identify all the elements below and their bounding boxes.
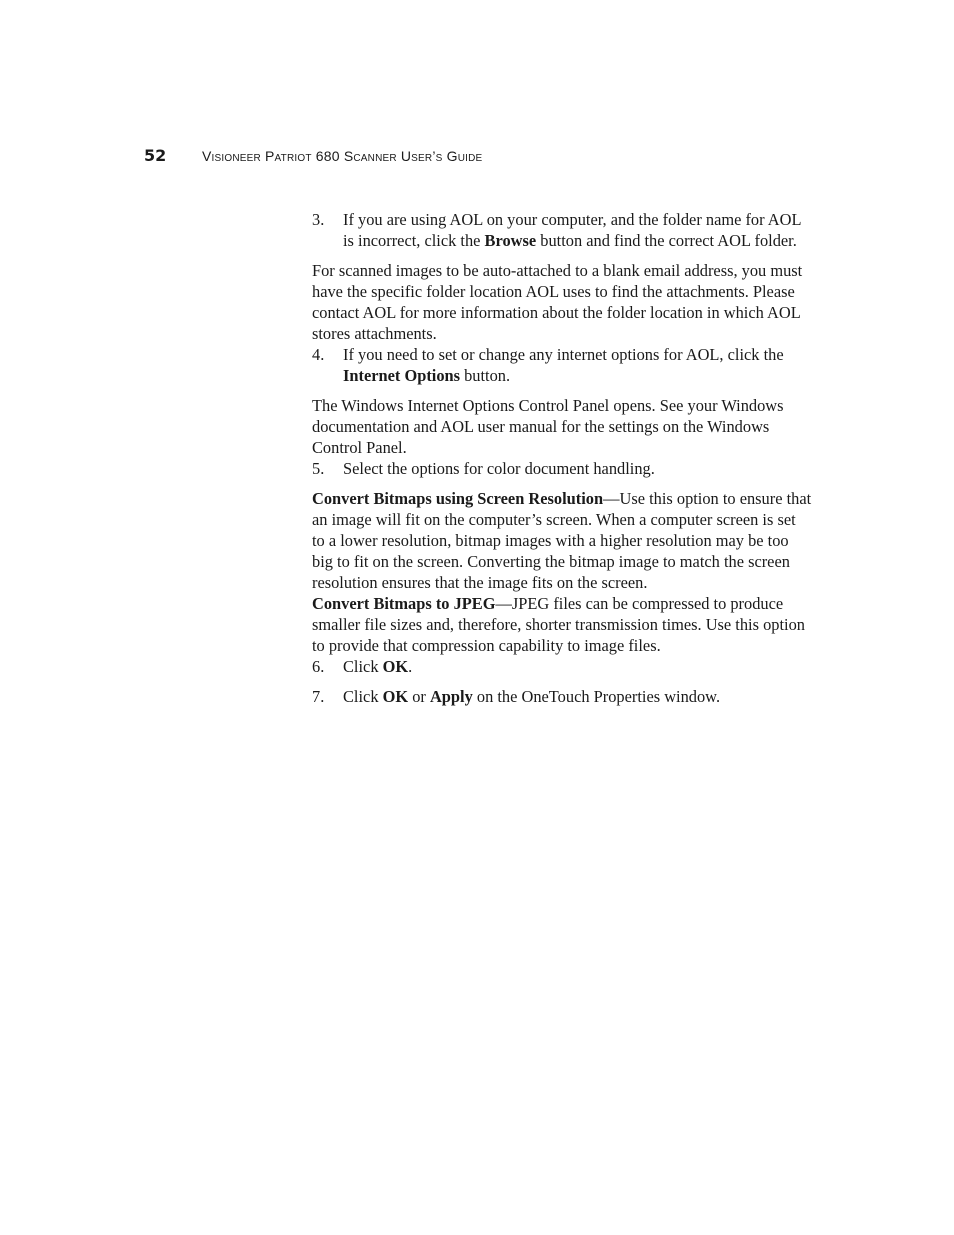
- option-title: Convert Bitmaps to JPEG: [312, 594, 496, 613]
- step-text: Click OK or Apply on the OneTouch Properties window.: [343, 687, 721, 706]
- option-description: —Use this option to ensure that an image will fit on the computer’s screen. When a computer screen is set to a lower resolution, bitmap images with a higher resolution may be too big to fit on the screen. Converting the bitmap image to match the screen resolution ensures that the image fits on the screen.: [312, 489, 812, 592]
- step-number: 5.: [312, 459, 325, 478]
- page-header: [144, 146, 482, 170]
- step-number: 4.: [312, 345, 325, 364]
- document-body: [312, 209, 812, 716]
- apply-button-label: Apply: [429, 687, 473, 706]
- step-text: If you need to set or change any internet options for AOL, click the Internet Options button.: [343, 345, 784, 385]
- page-number: 52: [144, 146, 167, 165]
- aol-folder-note: For scanned images to be auto-attached to a blank email address, you must have the specific folder location AOL uses to find the attachments. Please contact AOL for more information about the folder location in which AOL stores attachments.: [312, 261, 803, 343]
- step-number: 6.: [312, 657, 325, 676]
- internet-options-button-label: Internet Options: [343, 366, 461, 385]
- running-title: Visioneer Patriot 680 Scanner User’s Guide: [202, 148, 483, 164]
- control-panel-note: The Windows Internet Options Control Panel opens. See your Windows documentation and AOL user manual for the settings on the Windows Control Panel.: [312, 396, 784, 457]
- ok-button-label: OK: [382, 657, 409, 676]
- step-5: [312, 458, 812, 479]
- step-text: Select the options for color document handling.: [343, 459, 655, 478]
- option-title: Convert Bitmaps using Screen Resolution: [312, 489, 604, 508]
- step-number: 3.: [312, 210, 325, 229]
- step-6: [312, 656, 812, 677]
- step-4: [312, 344, 812, 386]
- option-description: —JPEG files can be compressed to produce smaller file sizes and, therefore, shorter transmission times. Use this option to provide that compression capability to image files.: [312, 594, 805, 655]
- step-7: [312, 686, 812, 707]
- step-text: If you are using AOL on your computer, and the folder name for AOL is incorrect, click the Browse button and find the correct AOL folder.: [343, 210, 801, 250]
- browse-button-label: Browse: [484, 231, 537, 250]
- step-number: 7.: [312, 687, 325, 706]
- step-text: Click OK.: [343, 657, 413, 676]
- ok-button-label: OK: [382, 687, 409, 706]
- step-3: [312, 209, 812, 251]
- option-jpeg: [312, 593, 812, 656]
- option-screen-resolution: [312, 488, 812, 593]
